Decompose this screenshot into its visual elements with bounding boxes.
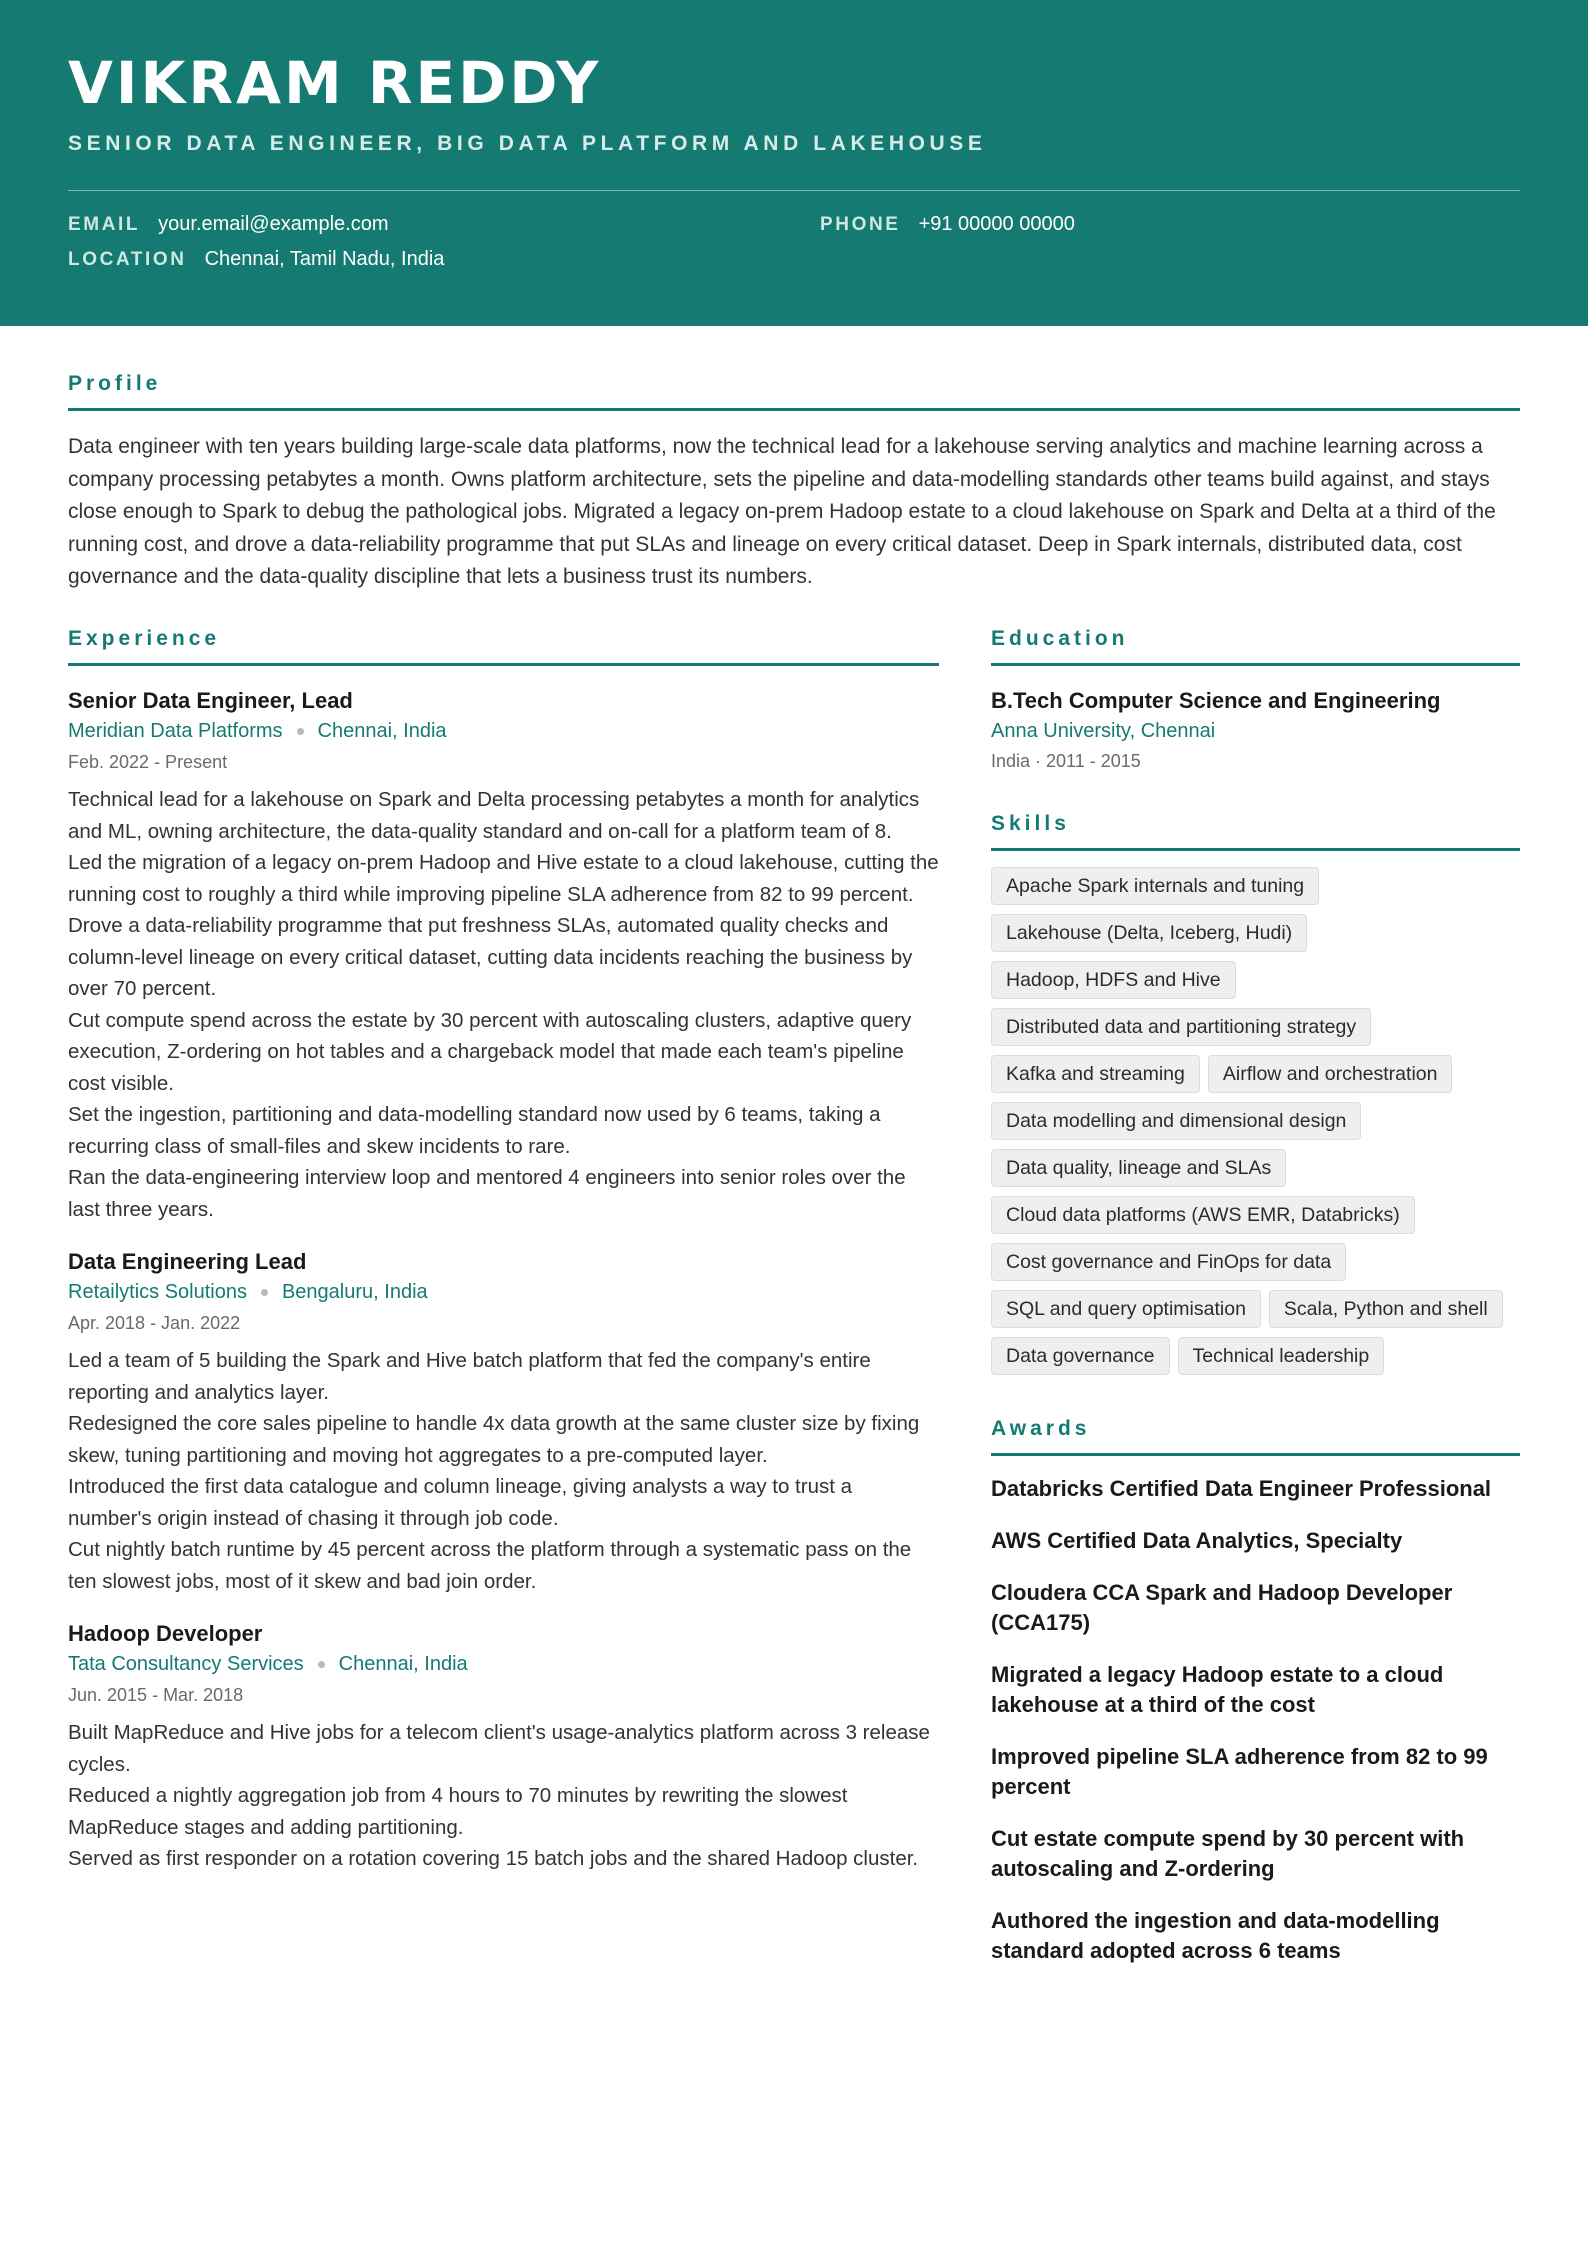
- job-entry: [68, 1619, 939, 1875]
- job-dates: Feb. 2022 - Present: [68, 752, 228, 772]
- award-item: Cut estate compute spend by 30 percent with autoscaling and Z-ordering: [991, 1826, 1465, 1881]
- candidate-headline: SENIOR DATA ENGINEER, BIG DATA PLATFORM AND LAKEHOUSE: [68, 132, 987, 155]
- job-location: Chennai, India: [338, 1653, 468, 1675]
- job-bullet: Led the migration of a legacy on-prem Hadoop and Hive estate to a cloud lakehouse, cutting the running cost to roughly a third while improving pipeline SLA adherence from 82 to 99 percent.: [68, 851, 939, 906]
- skill-chip: Cost governance and FinOps for data: [991, 1243, 1346, 1281]
- job-bullet: Led a team of 5 building the Spark and Hive batch platform that fed the company's entire reporting and analytics layer.: [68, 1349, 871, 1404]
- education-section: [991, 627, 1520, 776]
- job-bullet: Redesigned the core sales pipeline to handle 4x data growth at the same cluster size by fixing skew, tuning partitioning and moving hot aggregates to a pre-computed layer.: [68, 1412, 920, 1467]
- job-entry: [68, 1247, 939, 1597]
- award-item: Databricks Certified Data Engineer Professional: [991, 1476, 1492, 1501]
- contact-location: [68, 248, 820, 271]
- contact-value: Chennai, Tamil Nadu, India: [204, 248, 445, 270]
- job-meta: [68, 1649, 939, 1679]
- section-title: Education: [991, 627, 1520, 666]
- skill-chip: Cloud data platforms (AWS EMR, Databricks): [991, 1196, 1415, 1234]
- contact-label: PHONE: [820, 214, 901, 235]
- job-bullet: Cut compute spend across the estate by 30 percent with autoscaling clusters, adaptive query execution, Z-ordering on hot tables and a chargeback model that made each team's pipeline cost visible.: [68, 1008, 912, 1095]
- education-entry: [991, 686, 1520, 776]
- education-degree: B.Tech Computer Science and Engineering: [991, 688, 1441, 713]
- education-meta: India · 2011 - 2015: [991, 751, 1141, 771]
- skill-chip: Data governance: [991, 1337, 1170, 1375]
- section-title: Profile: [68, 372, 1520, 411]
- job-company: Tata Consultancy Services: [68, 1653, 304, 1675]
- job-bullet: Served as first responder on a rotation covering 15 batch jobs and the shared Hadoop cluster.: [68, 1847, 919, 1870]
- job-dates: Jun. 2015 - Mar. 2018: [68, 1685, 244, 1705]
- resume-header: [0, 0, 1588, 326]
- skill-chip: Apache Spark internals and tuning: [991, 867, 1319, 905]
- job-bullet: Built MapReduce and Hive jobs for a telecom client's usage-analytics platform across 3 release cycles.: [68, 1721, 930, 1776]
- separator-dot-icon: [297, 728, 304, 735]
- job-location: Chennai, India: [317, 720, 447, 742]
- job-bullets: [68, 1717, 939, 1875]
- job-bullet: Ran the data-engineering interview loop and mentored 4 engineers into senior roles over the last three years.: [68, 1166, 906, 1221]
- skill-chip: Hadoop, HDFS and Hive: [991, 961, 1236, 999]
- job-bullet: Cut nightly batch runtime by 45 percent across the platform through a systematic pass on the ten slowest jobs, most of it skew and bad join order.: [68, 1538, 912, 1593]
- section-title: Awards: [991, 1417, 1520, 1456]
- contact-label: LOCATION: [68, 249, 187, 270]
- job-title: Senior Data Engineer, Lead: [68, 688, 353, 713]
- header-divider: [68, 190, 1520, 191]
- job-bullets: [68, 1345, 939, 1597]
- award-item: Authored the ingestion and data-modelling standard adopted across 6 teams: [991, 1908, 1440, 1963]
- award-item: AWS Certified Data Analytics, Specialty: [991, 1528, 1403, 1553]
- separator-dot-icon: [318, 1661, 325, 1668]
- contact-value: +91 00000 00000: [918, 213, 1075, 235]
- skill-chip: Scala, Python and shell: [1269, 1290, 1503, 1328]
- job-bullet: Drove a data-reliability programme that put freshness SLAs, automated quality checks and column-level lineage on every critical dataset, cutting data incidents reaching the business by over 70 percent.: [68, 914, 913, 1000]
- job-bullets: [68, 784, 939, 1225]
- profile-section: [68, 372, 1520, 594]
- skill-chip: Data modelling and dimensional design: [991, 1102, 1361, 1140]
- skills-section: [991, 812, 1520, 1375]
- skill-chip: Data quality, lineage and SLAs: [991, 1149, 1286, 1187]
- candidate-name: VIKRAM REDDY: [68, 49, 602, 117]
- job-bullet: Set the ingestion, partitioning and data-modelling standard now used by 6 teams, taking a recurring class of small-files and skew incidents to rare.: [68, 1103, 881, 1158]
- skill-chip: Technical leadership: [1178, 1337, 1385, 1375]
- experience-section: [68, 627, 939, 1875]
- job-title: Hadoop Developer: [68, 1621, 263, 1646]
- award-item: Migrated a legacy Hadoop estate to a cloud lakehouse at a third of the cost: [991, 1662, 1444, 1717]
- job-entry: [68, 686, 939, 1225]
- contact-phone: [820, 213, 1520, 236]
- profile-text: Data engineer with ten years building large-scale data platforms, now the technical lead for a lakehouse serving analytics and machine learning across a company processing petabytes a month. Owns platform architecture, sets the pipeline and data-modelling standards other teams build against, and stays close enough to Spark to debug the pathological jobs. Migrated a legacy on-prem Hadoop estate to a cloud lakehouse on Spark and Delta at a third of the running cost, and drove a data-reliability programme that put SLAs and lineage on every critical dataset. Deep in Spark internals, distributed data, cost governance and the data-quality discipline that lets a business trust its numbers.: [68, 435, 1496, 588]
- award-item: Cloudera CCA Spark and Hadoop Developer (CCA175): [991, 1580, 1453, 1635]
- skill-list: [991, 867, 1520, 1375]
- job-bullet: Technical lead for a lakehouse on Spark and Delta processing petabytes a month for analytics and ML, owning architecture, the data-quality standard and on-call for a platform team of 8.: [68, 788, 920, 843]
- skill-chip: Kafka and streaming: [991, 1055, 1200, 1093]
- award-list: [991, 1474, 1520, 1966]
- job-meta: [68, 716, 939, 746]
- job-company: Retailytics Solutions: [68, 1281, 247, 1303]
- education-school: Anna University, Chennai: [991, 720, 1216, 742]
- sidebar-column: [991, 627, 1520, 1966]
- job-title: Data Engineering Lead: [68, 1249, 307, 1274]
- job-location: Bengaluru, India: [281, 1281, 428, 1303]
- contact-email: [68, 213, 820, 236]
- job-dates: Apr. 2018 - Jan. 2022: [68, 1313, 241, 1333]
- job-company: Meridian Data Platforms: [68, 720, 283, 742]
- contact-value: your.email@example.com: [158, 213, 389, 235]
- separator-dot-icon: [261, 1289, 268, 1296]
- skill-chip: Lakehouse (Delta, Iceberg, Hudi): [991, 914, 1307, 952]
- section-title: Skills: [991, 812, 1520, 851]
- job-bullet: Reduced a nightly aggregation job from 4 hours to 70 minutes by rewriting the slowest MapReduce stages and adding partitioning.: [68, 1784, 848, 1839]
- skill-chip: Airflow and orchestration: [1208, 1055, 1453, 1093]
- skill-chip: Distributed data and partitioning strategy: [991, 1008, 1371, 1046]
- skill-chip: SQL and query optimisation: [991, 1290, 1261, 1328]
- award-item: Improved pipeline SLA adherence from 82 to 99 percent: [991, 1744, 1488, 1799]
- job-meta: [68, 1277, 939, 1307]
- section-title: Experience: [68, 627, 939, 666]
- job-bullet: Introduced the first data catalogue and column lineage, giving analysts a way to trust a number's origin instead of chasing it through job code.: [68, 1475, 853, 1530]
- contact-list: [68, 213, 1520, 271]
- contact-label: EMAIL: [68, 214, 141, 235]
- awards-section: [991, 1417, 1520, 1966]
